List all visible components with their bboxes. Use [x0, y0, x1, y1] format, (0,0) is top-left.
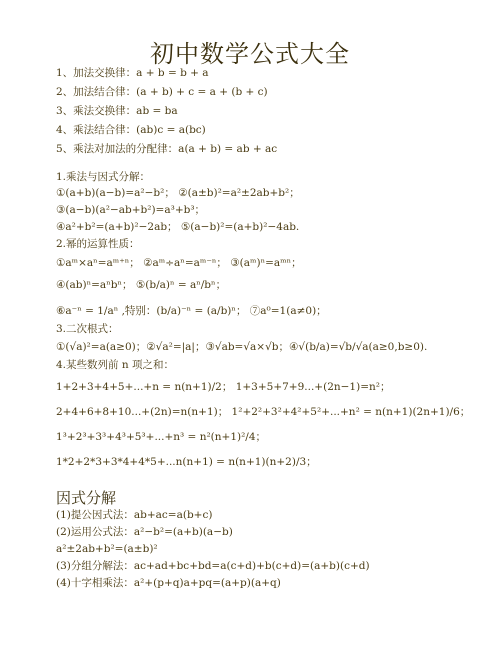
law-1: 1、加法交换律：a + b = b + a — [56, 67, 209, 79]
page-title: 初中数学公式大全 — [150, 40, 350, 68]
section-4-row: 1³+2³+3³+4³+5³+...+n³ = n²(n+1)²/4； — [56, 431, 267, 443]
factor-heading: 因式分解 — [56, 489, 117, 507]
section-3-title: 3.二次根式： — [56, 323, 119, 335]
law-4: 4、乘法结合律：(ab)c = a(bc) — [56, 124, 206, 136]
section-1-title: 1.乘法与因式分解： — [56, 171, 151, 183]
section-1-row: ④a²+b²=(a+b)²−2ab； ⑤(a−b)²=(a+b)²−4ab. — [56, 221, 300, 233]
section-4-title: 4.某些数列前 n 项之和： — [56, 359, 174, 371]
section-4-row: 2+4+6+8+10...+(2n)=n(n+1)； 1²+2²+3²+4²+5²+...+n² = n(n+1)(2n+1)/6； — [56, 406, 471, 418]
factor-row: (3)分组分解法：ac+ad+bc+bd=a(c+d)+b(c+d)=(a+b)(c+d) — [56, 560, 370, 572]
section-4-row: 1+2+3+4+5+...+n = n(n+1)/2； 1+3+5+7+9...+(2n−1)=n²； — [56, 381, 391, 393]
section-2-title: 2.幂的运算性质： — [56, 238, 140, 250]
section-4-row: 1*2+2*3+3*4+4*5+...n(n+1) = n(n+1)(n+2)/3； — [56, 456, 317, 468]
law-5: 5、乘法对加法的分配律：a(a + b) = ab + ac — [56, 143, 278, 155]
section-2-row: ④(ab)ⁿ=aⁿbⁿ； ⑤(b/a)ⁿ = aⁿ/bⁿ； — [56, 279, 227, 291]
factor-row: (2)运用公式法：a²−b²=(a+b)(a−b) — [56, 526, 233, 538]
section-3-row: ①(√a)²=a(a≥0)；②√a²=|a|；③√ab=√a×√b；④√(b/a)=√b/√a(a≥0,b≥0). — [56, 341, 428, 353]
section-2-row: ⑥a⁻ⁿ = 1/aⁿ ,特别：(b/a)⁻ⁿ = (a/b)ⁿ； ⑦a⁰=1(a≠0)； — [56, 305, 327, 317]
law-3: 3、乘法交换律：ab = ba — [56, 105, 178, 117]
factor-row: (1)提公因式法：ab+ac=a(b+c) — [56, 509, 213, 521]
section-1-row: ①(a+b)(a−b)=a²−b²； ②(a±b)²=a²±2ab+b²； — [56, 187, 300, 199]
factor-row: (4)十字相乘法：a²+(p+q)a+pq=(a+p)(a+q) — [56, 577, 281, 589]
section-2-row: ①aᵐ×aⁿ=aᵐ⁺ⁿ； ②aᵐ÷aⁿ=aᵐ⁻ⁿ； ③(aᵐ)ⁿ=aᵐⁿ； — [56, 257, 302, 269]
section-1-row: ③(a−b)(a²−ab+b²)=a³+b³； — [56, 204, 206, 216]
factor-row: a²±2ab+b²=(a±b)² — [56, 543, 158, 555]
law-2: 2、加法结合律：(a + b) + c = a + (b + c) — [56, 86, 268, 98]
